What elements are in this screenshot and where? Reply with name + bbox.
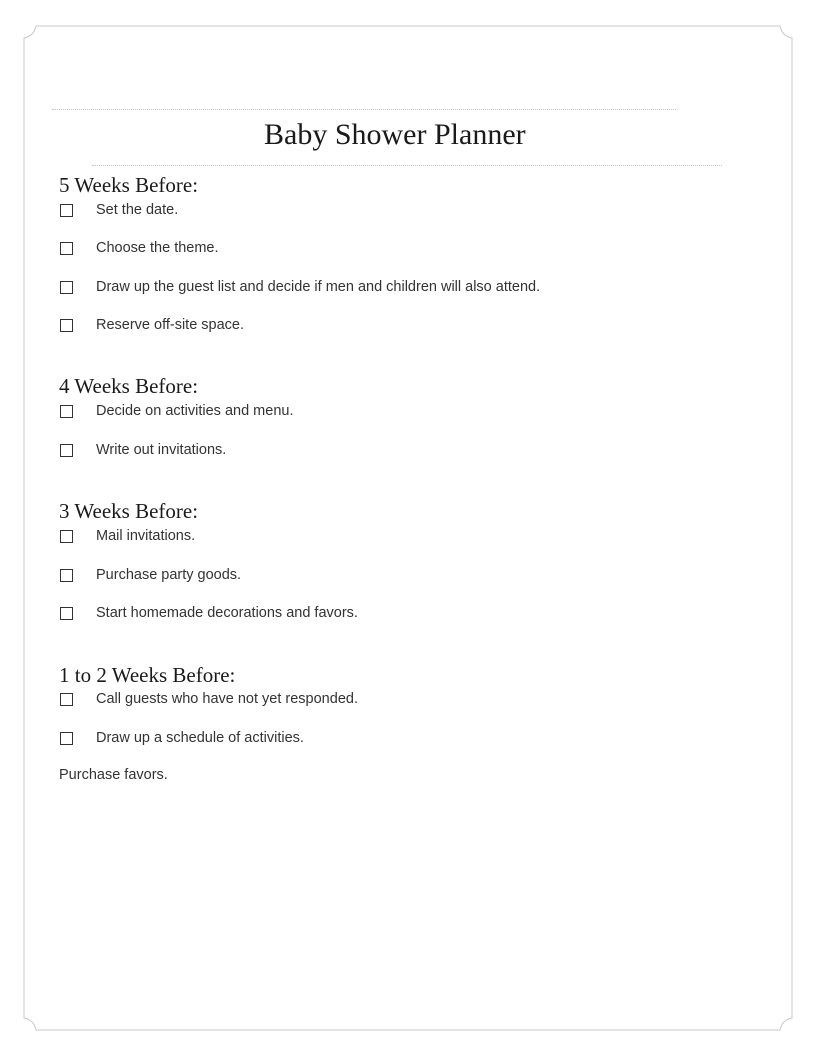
checklist-item-label: Call guests who have not yet responded. xyxy=(96,691,358,707)
checklist-item xyxy=(60,603,358,623)
section-heading-3-weeks: 3 Weeks Before: xyxy=(59,499,199,523)
checklist-item-label: Start homemade decorations and favors. xyxy=(96,605,358,621)
checklist-item xyxy=(60,526,196,546)
checklist-item xyxy=(60,440,227,460)
checkbox-icon[interactable] xyxy=(60,444,73,457)
checklist-item-label: Choose the theme. xyxy=(96,240,219,256)
checkbox-icon[interactable] xyxy=(60,732,73,745)
section-heading-4-weeks: 4 Weeks Before: xyxy=(59,374,199,398)
checklist-item-label: Set the date. xyxy=(96,202,179,218)
checklist-item xyxy=(60,401,294,421)
checklist-item xyxy=(60,728,304,748)
checkbox-icon[interactable] xyxy=(60,693,73,706)
checkbox-icon[interactable] xyxy=(60,281,73,294)
checklist-item-label: Write out invitations. xyxy=(96,442,227,458)
checklist-item-label: Draw up the guest list and decide if men and children will also attend. xyxy=(96,279,541,295)
trailing-text: Purchase favors. xyxy=(59,767,168,783)
checkbox-icon[interactable] xyxy=(60,242,73,255)
checkbox-icon[interactable] xyxy=(60,569,73,582)
checklist-item xyxy=(60,238,219,258)
checklist-item xyxy=(60,315,245,335)
checkbox-icon[interactable] xyxy=(60,607,73,620)
checklist-item xyxy=(60,200,179,220)
section-heading-5-weeks: 5 Weeks Before: xyxy=(59,173,199,197)
checklist-item-label: Decide on activities and menu. xyxy=(96,403,294,419)
section-heading-1-to-2-weeks: 1 to 2 Weeks Before: xyxy=(59,663,236,687)
checkbox-icon[interactable] xyxy=(60,204,73,217)
checklist-item-label: Mail invitations. xyxy=(96,528,196,544)
checkbox-icon[interactable] xyxy=(60,319,73,332)
checkbox-icon[interactable] xyxy=(60,405,73,418)
checklist-item-label: Reserve off-site space. xyxy=(96,317,245,333)
title-top-rule xyxy=(52,109,676,110)
checklist-item-label: Draw up a schedule of activities. xyxy=(96,730,304,746)
checklist-item xyxy=(60,277,541,297)
page-title: Baby Shower Planner xyxy=(264,118,526,151)
checklist-item xyxy=(60,565,242,585)
title-bottom-rule xyxy=(92,165,722,166)
checkbox-icon[interactable] xyxy=(60,530,73,543)
checklist-item xyxy=(60,689,358,709)
checklist-item-label: Purchase party goods. xyxy=(96,567,242,583)
